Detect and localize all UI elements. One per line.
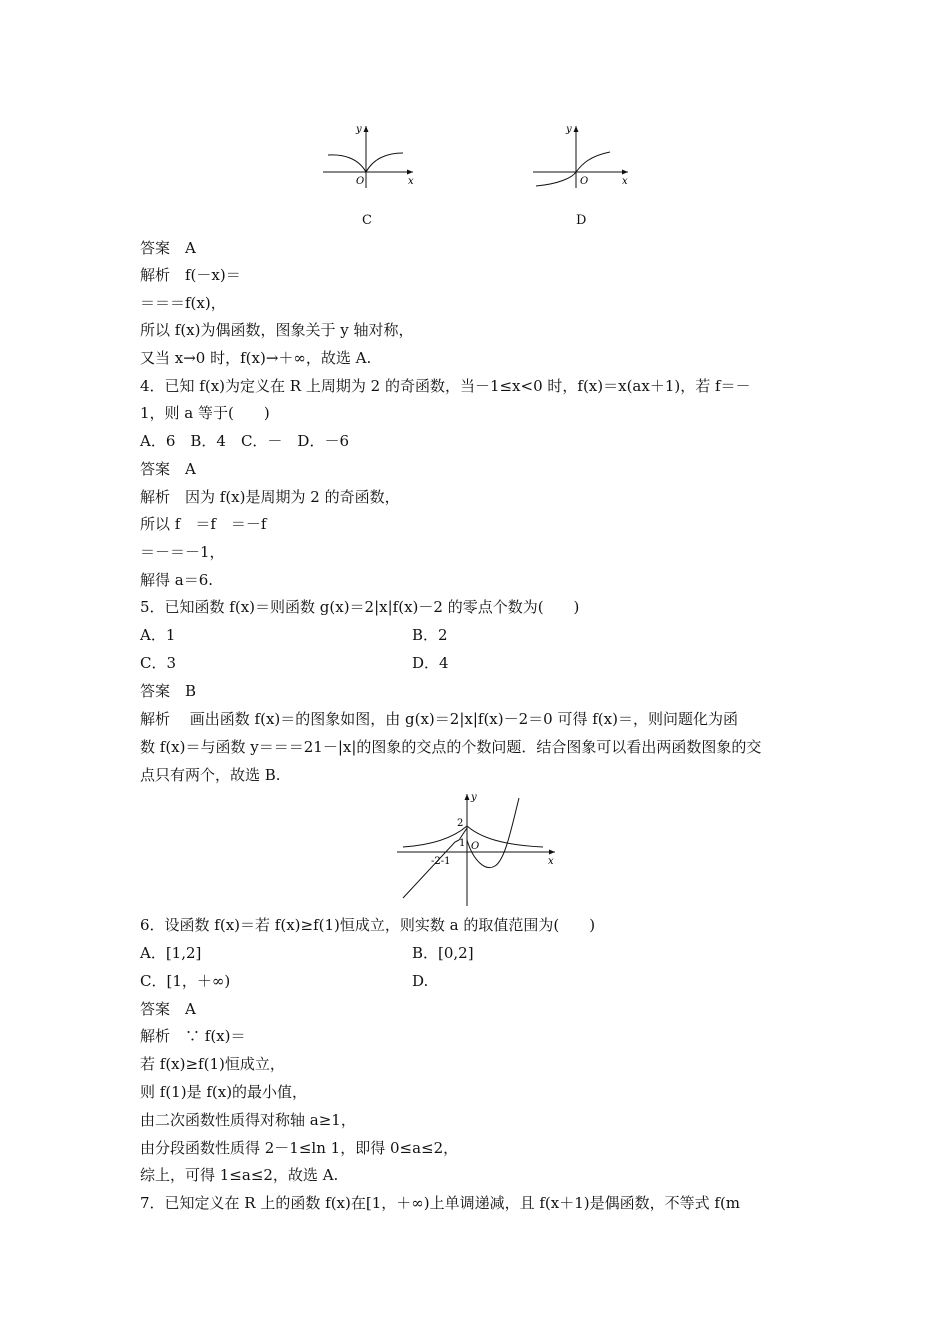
q5-option-a: A．1 (140, 626, 176, 644)
q5-option-b: B．2 (412, 626, 448, 644)
analysis-5-line1: 解析 画出函数 f(x)＝的图象如图，由 g(x)＝2|x|f(x)－2＝0 可得 f(x)＝，则问题化为函 (140, 710, 738, 728)
analysis-6-line4: 由二次函数性质得对称轴 a≥1， (140, 1111, 356, 1129)
question-5-stem: 5．已知函数 f(x)＝则函数 g(x)＝2|x|f(x)－2 的零点个数为( ) (140, 598, 580, 616)
figure-c-y-label: y (356, 124, 362, 135)
q6-option-a: A．[1,2] (140, 944, 202, 962)
q5-option-c: C．3 (140, 654, 177, 672)
q5-option-d: D．4 (412, 654, 449, 672)
analysis-6-line2: 若 f(x)≥f(1)恒成立， (140, 1055, 285, 1073)
q6-option-d: D. (412, 972, 429, 990)
analysis-6-line3: 则 f(1)是 f(x)的最小值， (140, 1083, 308, 1101)
answer-5: 答案 B (140, 682, 197, 700)
figure-d-label: D (576, 213, 587, 228)
analysis-4-line4: 解得 a＝6. (140, 571, 214, 589)
analysis-5-line3: 点只有两个，故选 B. (140, 766, 281, 784)
analysis-4-line2: 所以 f ＝f ＝－f (140, 515, 267, 533)
figure-c-x-label: x (408, 176, 414, 187)
analysis-3-line3: 所以 f(x)为偶函数，图象关于 y 轴对称， (140, 321, 414, 339)
analysis-3-line2: ＝＝＝f(x)， (140, 294, 226, 312)
figure-q5 (393, 790, 563, 908)
figure-q5-origin: O (471, 841, 480, 852)
answer-6: 答案 A (140, 1000, 196, 1018)
analysis-4-line1: 解析 因为 f(x)是周期为 2 的奇函数， (140, 488, 400, 506)
analysis-6-line5: 由分段函数性质得 2－1≤ln 1，即得 0≤a≤2， (140, 1139, 459, 1157)
question-7-stem: 7．已知定义在 R 上的函数 f(x)在[1，＋∞)上单调递减，且 f(x＋1)是偶函数，不等式 f(m (140, 1194, 741, 1212)
figure-d-y-label: y (566, 124, 572, 135)
figure-d-origin: O (580, 176, 589, 187)
analysis-3-line1: 解析 f(－x)＝ (140, 266, 241, 284)
figure-q5-tick-1: 1 (459, 838, 466, 849)
answer-4: 答案 A (140, 460, 196, 478)
figure-q5-y-label: y (471, 792, 477, 803)
figure-c-origin: O (356, 176, 365, 187)
figure-q5-tick-neg: -2-1 (431, 856, 451, 867)
question-4-options: A．6 B．4 C．－ D．－6 (140, 432, 349, 450)
question-6-stem: 6．设函数 f(x)＝若 f(x)≥f(1)恒成立，则实数 a 的取值范围为( ) (140, 916, 596, 934)
figure-c-label: C (362, 213, 372, 228)
question-4-line2: 1，则 a 等于( ) (140, 404, 270, 422)
answer-3: 答案 A (140, 239, 196, 257)
figure-c (318, 120, 418, 190)
q6-option-c: C．[1，＋∞) (140, 972, 231, 990)
analysis-4-line3: ＝－＝－1， (140, 543, 225, 561)
q6-option-b: B．[0,2] (412, 944, 474, 962)
figure-q5-tick-2: 2 (457, 818, 464, 829)
figure-q5-x-label: x (548, 856, 554, 867)
question-4-line1: 4．已知 f(x)为定义在 R 上周期为 2 的奇函数，当－1≤x<0 时，f(x)＝x(ax＋1)，若 f＝－ (140, 377, 751, 395)
figure-d (528, 120, 633, 190)
analysis-6-line1: 解析 ∵ f(x)＝ (140, 1027, 246, 1045)
analysis-3-line4: 又当 x→0 时，f(x)→＋∞，故选 A. (140, 349, 372, 367)
analysis-6-line6: 综上，可得 1≤a≤2，故选 A. (140, 1166, 339, 1184)
analysis-5-line2: 数 f(x)＝与函数 y＝＝＝21－|x|的图象的交点的个数问题．结合图象可以看出两函数图象的交 (140, 738, 762, 756)
figure-d-x-label: x (622, 176, 628, 187)
